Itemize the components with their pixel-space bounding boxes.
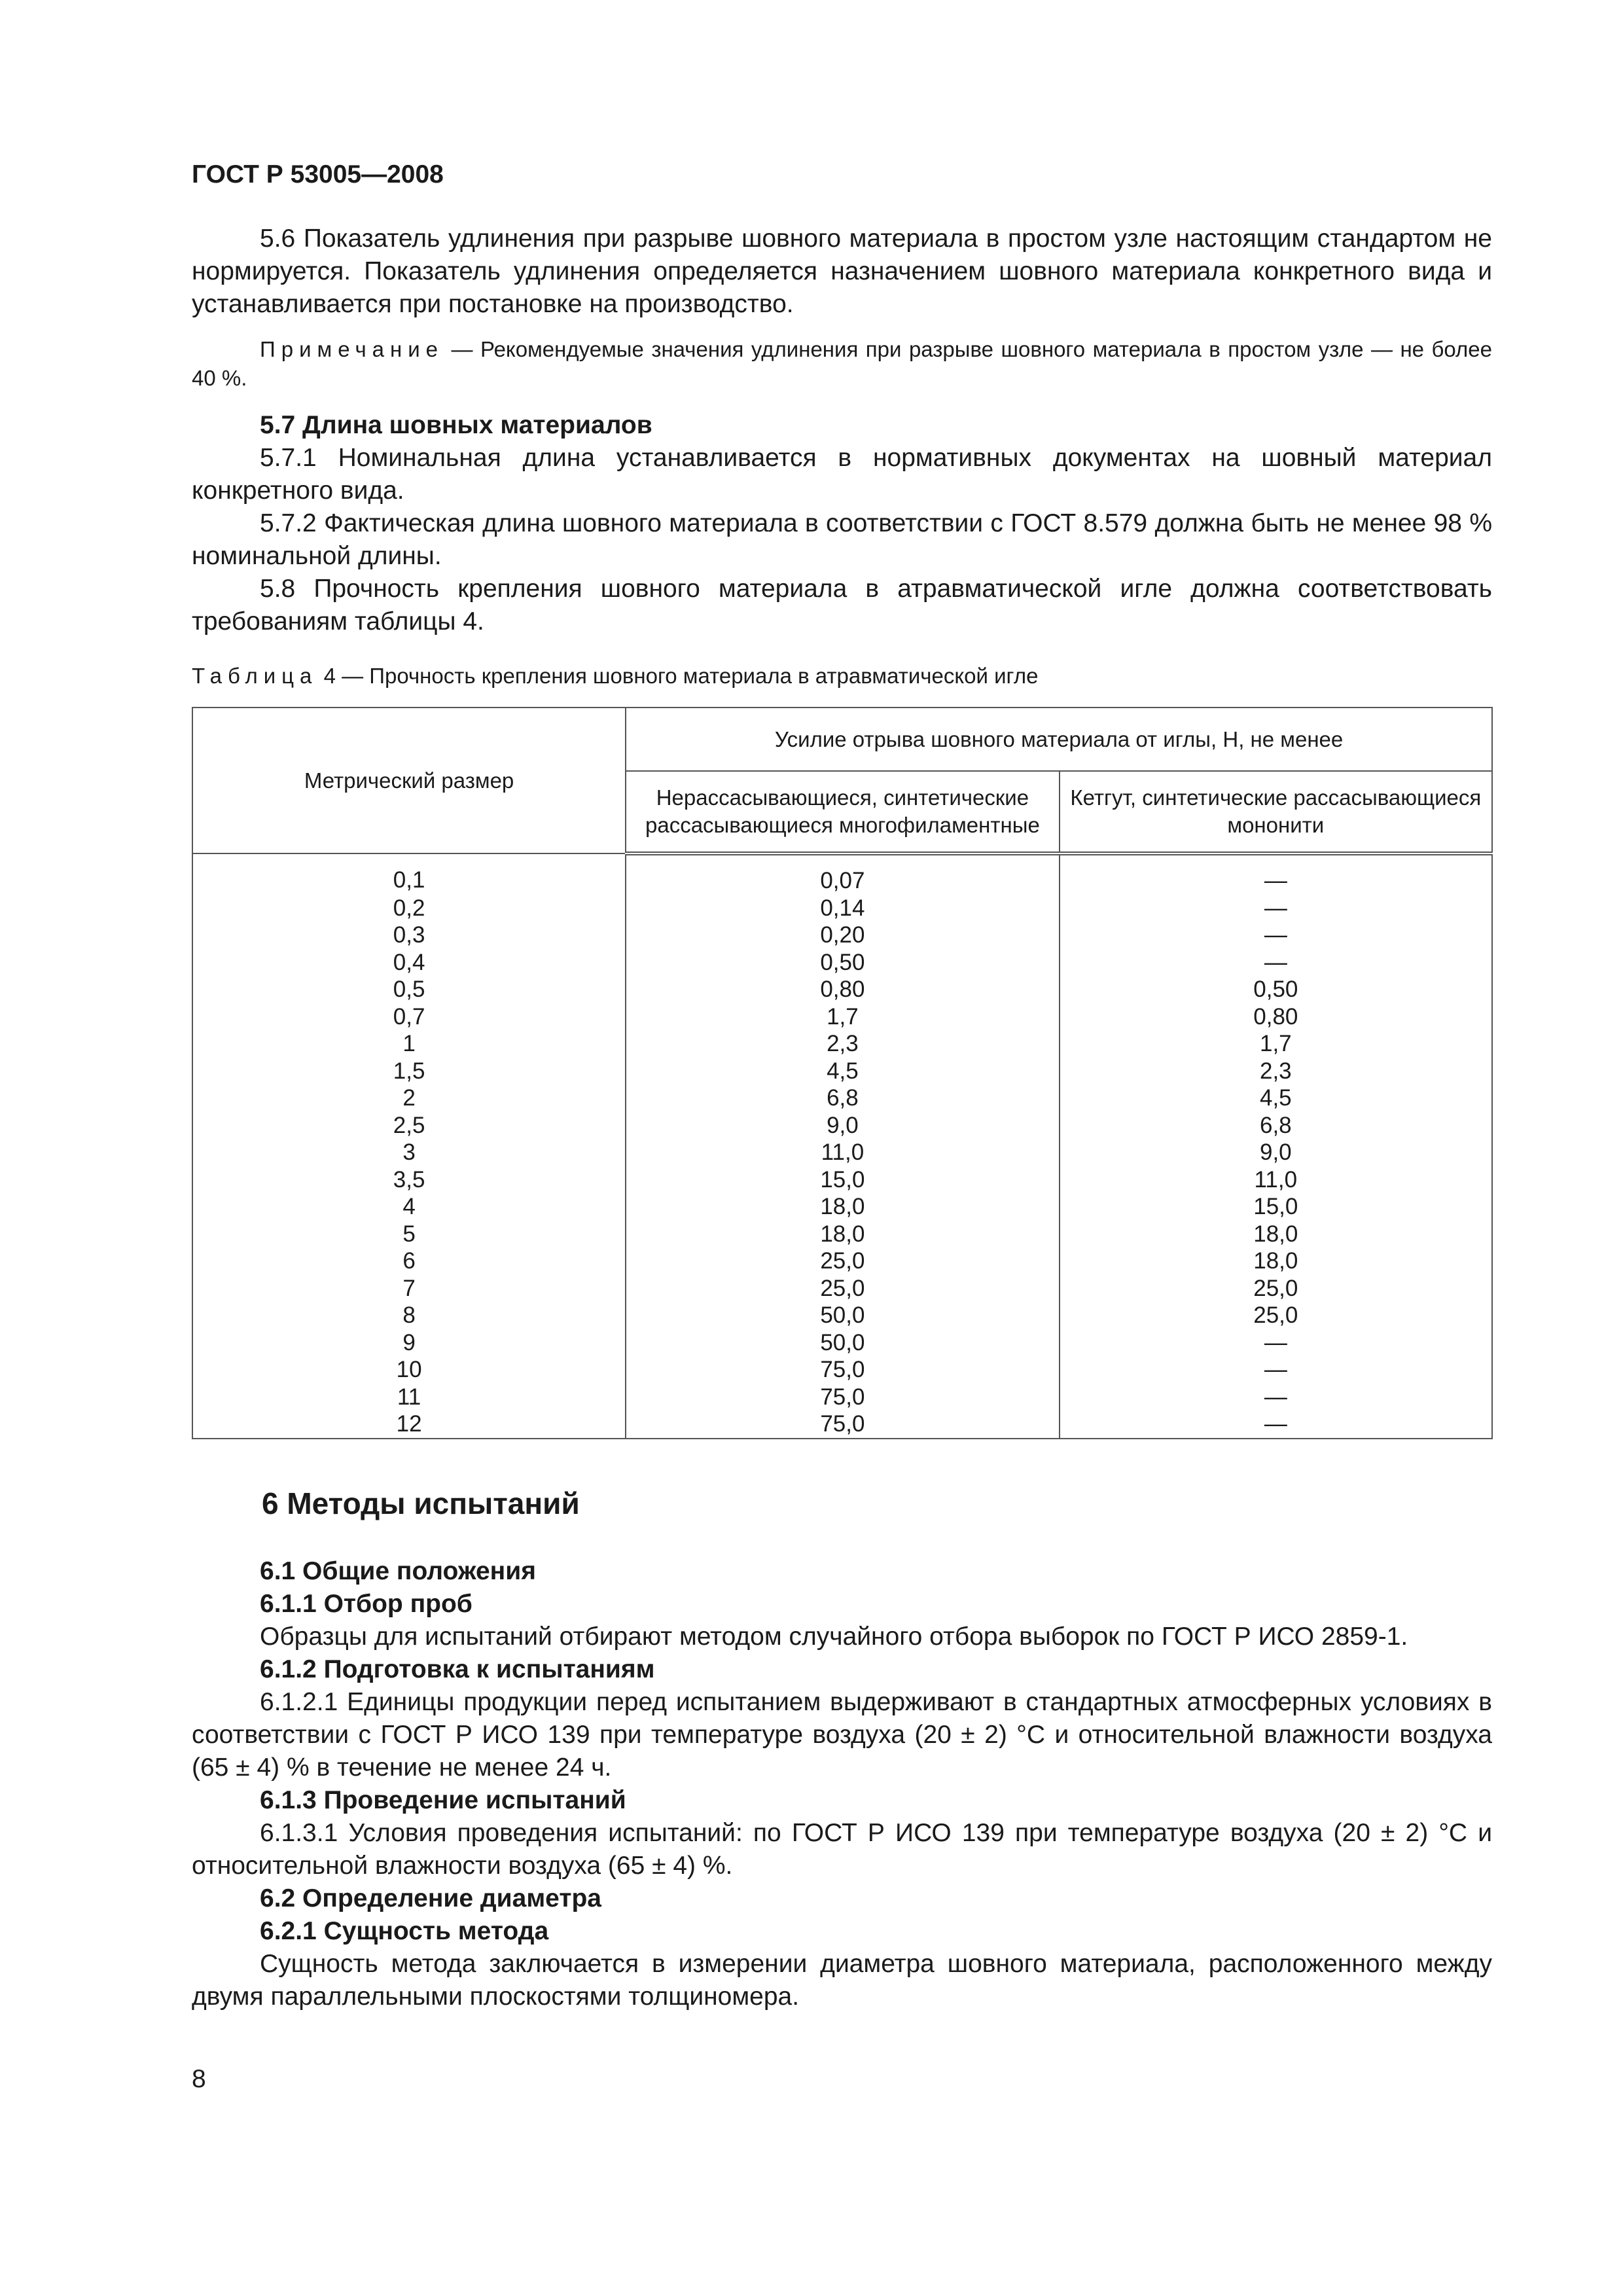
cell-force-catgut: 18,0 bbox=[1060, 1221, 1492, 1248]
heading-6-2: 6.2 Определение диаметра bbox=[260, 1884, 601, 1912]
cell-force-catgut: — bbox=[1060, 1356, 1492, 1384]
cell-metric-size: 6 bbox=[192, 1247, 626, 1275]
table-4-body bbox=[192, 853, 1492, 1439]
cell-metric-size: 1,5 bbox=[192, 1058, 626, 1085]
cell-force-nonabsorbable: 0,14 bbox=[626, 895, 1059, 922]
table-row bbox=[192, 1139, 1492, 1166]
cell-force-nonabsorbable: 15,0 bbox=[626, 1166, 1059, 1194]
cell-force-catgut: 2,3 bbox=[1060, 1058, 1492, 1085]
section-5-7 bbox=[192, 409, 1492, 638]
heading-6-1-2: 6.1.2 Подготовка к испытаниям bbox=[260, 1655, 655, 1683]
cell-force-catgut: — bbox=[1060, 949, 1492, 977]
note-block bbox=[192, 335, 1492, 393]
cell-force-catgut: 6,8 bbox=[1060, 1112, 1492, 1139]
table-row bbox=[192, 1247, 1492, 1275]
cell-force-nonabsorbable: 25,0 bbox=[626, 1275, 1059, 1302]
table-row bbox=[192, 1112, 1492, 1139]
paragraph-6-1-2-1: 6.1.2.1 Единицы продукции перед испытанием выдерживают в стандартных атмосферных условиях в соответствии с ГОСТ Р ИСО 139 при температуре воздуха (20 ± 2) °С и относительной влажности воздуха (65 ± 4) % в течение не менее 24 ч. bbox=[192, 1688, 1492, 1782]
cell-force-nonabsorbable: 50,0 bbox=[626, 1302, 1059, 1329]
cell-force-catgut: 18,0 bbox=[1060, 1247, 1492, 1275]
cell-force-nonabsorbable: 25,0 bbox=[626, 1247, 1059, 1275]
table-row bbox=[192, 1221, 1492, 1248]
cell-metric-size: 0,3 bbox=[192, 922, 626, 949]
document-header: ГОСТ Р 53005—2008 bbox=[192, 160, 444, 188]
table-row bbox=[192, 1030, 1492, 1058]
column-header-catgut: Кетгут, синтетические рассасывающиеся мононити bbox=[1060, 771, 1492, 853]
note-paragraph bbox=[192, 335, 1492, 393]
paragraph-6-2-1: Сущность метода заключается в измерении диаметра шовного материала, расположенного между двумя параллельными плоскостями толщиномера. bbox=[192, 1950, 1492, 2011]
cell-force-catgut: 15,0 bbox=[1060, 1193, 1492, 1221]
table-row bbox=[192, 949, 1492, 977]
table-row bbox=[192, 1085, 1492, 1112]
cell-metric-size: 0,4 bbox=[192, 949, 626, 977]
cell-force-catgut: — bbox=[1060, 1329, 1492, 1357]
cell-metric-size: 1 bbox=[192, 1030, 626, 1058]
cell-metric-size: 4 bbox=[192, 1193, 626, 1221]
cell-metric-size: 10 bbox=[192, 1356, 626, 1384]
paragraph-6-1-1: Образцы для испытаний отбирают методом случайного отбора выборок по ГОСТ Р ИСО 2859-1. bbox=[260, 1623, 1408, 1651]
cell-force-catgut: 0,80 bbox=[1060, 1003, 1492, 1031]
cell-force-nonabsorbable: 18,0 bbox=[626, 1193, 1059, 1221]
cell-metric-size: 2 bbox=[192, 1085, 626, 1112]
cell-force-nonabsorbable: 1,7 bbox=[626, 1003, 1059, 1031]
paragraph-5-7-2: 5.7.2 Фактическая длина шовного материала в соответствии с ГОСТ 8.579 должна быть не менее 98 % номинальной длины. bbox=[192, 509, 1492, 570]
table-row bbox=[192, 1410, 1492, 1439]
heading-6-1-3: 6.1.3 Проведение испытаний bbox=[260, 1786, 626, 1814]
table-row bbox=[192, 976, 1492, 1003]
paragraph-5-6: 5.6 Показатель удлинения при разрыве шовного материала в простом узле настоящим стандартом не нормируется. Показатель удлинения определяется назначением шовного материала конкретного вида и устанавливается при постановке на производство. bbox=[192, 224, 1492, 318]
heading-6-2-1: 6.2.1 Сущность метода bbox=[260, 1917, 549, 1945]
cell-force-catgut: 25,0 bbox=[1060, 1275, 1492, 1302]
table-row bbox=[192, 1329, 1492, 1357]
cell-force-nonabsorbable: 18,0 bbox=[626, 1221, 1059, 1248]
cell-force-catgut: — bbox=[1060, 922, 1492, 949]
cell-force-catgut: — bbox=[1060, 895, 1492, 922]
table-row bbox=[192, 853, 1492, 895]
cell-force-nonabsorbable: 0,20 bbox=[626, 922, 1059, 949]
heading-6-1: 6.1 Общие положения bbox=[260, 1557, 536, 1585]
cell-force-nonabsorbable: 75,0 bbox=[626, 1356, 1059, 1384]
table-row bbox=[192, 1166, 1492, 1194]
cell-force-nonabsorbable: 4,5 bbox=[626, 1058, 1059, 1085]
table-row bbox=[192, 1058, 1492, 1085]
heading-5-7: 5.7 Длина шовных материалов bbox=[260, 411, 652, 439]
page-number: 8 bbox=[192, 2065, 206, 2093]
cell-metric-size: 12 bbox=[192, 1410, 626, 1439]
table-row bbox=[192, 922, 1492, 949]
note-label: Примечание bbox=[260, 337, 444, 361]
cell-force-nonabsorbable: 75,0 bbox=[626, 1384, 1059, 1411]
cell-force-catgut: — bbox=[1060, 1384, 1492, 1411]
cell-force-nonabsorbable: 6,8 bbox=[626, 1085, 1059, 1112]
section-6-body bbox=[192, 1555, 1492, 2013]
table-4 bbox=[192, 707, 1493, 1439]
cell-force-catgut: 25,0 bbox=[1060, 1302, 1492, 1329]
cell-force-nonabsorbable: 75,0 bbox=[626, 1410, 1059, 1439]
cell-metric-size: 7 bbox=[192, 1275, 626, 1302]
table-row bbox=[192, 1302, 1492, 1329]
paragraph-5-8: 5.8 Прочность крепления шовного материала в атравматической игле должна соответствовать требованиям таблицы 4. bbox=[192, 575, 1492, 636]
cell-metric-size: 11 bbox=[192, 1384, 626, 1411]
table-4-caption bbox=[192, 664, 1038, 689]
cell-force-nonabsorbable: 0,07 bbox=[626, 853, 1059, 895]
table-row bbox=[192, 1003, 1492, 1031]
table-row bbox=[192, 1356, 1492, 1384]
cell-force-catgut: 1,7 bbox=[1060, 1030, 1492, 1058]
cell-force-nonabsorbable: 2,3 bbox=[626, 1030, 1059, 1058]
column-header-group: Усилие отрыва шовного материала от иглы, Н, не менее bbox=[626, 708, 1492, 771]
cell-force-nonabsorbable: 0,50 bbox=[626, 949, 1059, 977]
cell-force-nonabsorbable: 11,0 bbox=[626, 1139, 1059, 1166]
cell-metric-size: 5 bbox=[192, 1221, 626, 1248]
table-row bbox=[192, 1193, 1492, 1221]
column-header-metric-size: Метрический размер bbox=[192, 708, 626, 853]
cell-metric-size: 8 bbox=[192, 1302, 626, 1329]
cell-metric-size: 0,5 bbox=[192, 976, 626, 1003]
cell-force-catgut: 0,50 bbox=[1060, 976, 1492, 1003]
column-header-nonabsorbable: Нерассасывающиеся, синтетические рассасывающиеся многофиламентные bbox=[626, 771, 1059, 853]
cell-metric-size: 2,5 bbox=[192, 1112, 626, 1139]
table-caption-label: Таблица bbox=[192, 664, 318, 688]
cell-force-catgut: 9,0 bbox=[1060, 1139, 1492, 1166]
note-text: — Рекомендуемые значения удлинения при разрыве шовного материала в простом узле — не более 40 %. bbox=[192, 337, 1492, 390]
cell-force-catgut: — bbox=[1060, 853, 1492, 895]
cell-metric-size: 0,1 bbox=[192, 853, 626, 895]
table-row bbox=[192, 1384, 1492, 1411]
cell-metric-size: 0,2 bbox=[192, 895, 626, 922]
cell-force-nonabsorbable: 0,80 bbox=[626, 976, 1059, 1003]
table-row bbox=[192, 895, 1492, 922]
cell-force-catgut: — bbox=[1060, 1410, 1492, 1439]
cell-force-catgut: 4,5 bbox=[1060, 1085, 1492, 1112]
section-5-6 bbox=[192, 223, 1492, 321]
cell-metric-size: 3 bbox=[192, 1139, 626, 1166]
table-caption-text: 4 — Прочность крепления шовного материала в атравматической игле bbox=[323, 664, 1039, 688]
paragraph-5-7-1: 5.7.1 Номинальная длина устанавливается в нормативных документах на шовный материал конкретного вида. bbox=[192, 444, 1492, 505]
table-row bbox=[192, 1275, 1492, 1302]
cell-force-nonabsorbable: 9,0 bbox=[626, 1112, 1059, 1139]
heading-6-1-1: 6.1.1 Отбор проб bbox=[260, 1590, 473, 1618]
cell-metric-size: 9 bbox=[192, 1329, 626, 1357]
cell-force-catgut: 11,0 bbox=[1060, 1166, 1492, 1194]
cell-force-nonabsorbable: 50,0 bbox=[626, 1329, 1059, 1357]
section-6-heading: 6 Методы испытаний bbox=[262, 1486, 580, 1520]
cell-metric-size: 3,5 bbox=[192, 1166, 626, 1194]
cell-metric-size: 0,7 bbox=[192, 1003, 626, 1031]
paragraph-6-1-3-1: 6.1.3.1 Условия проведения испытаний: по ГОСТ Р ИСО 139 при температуре воздуха (20 ± 2) °С и относительной влажности воздуха (65 ± 4) %. bbox=[192, 1819, 1492, 1880]
